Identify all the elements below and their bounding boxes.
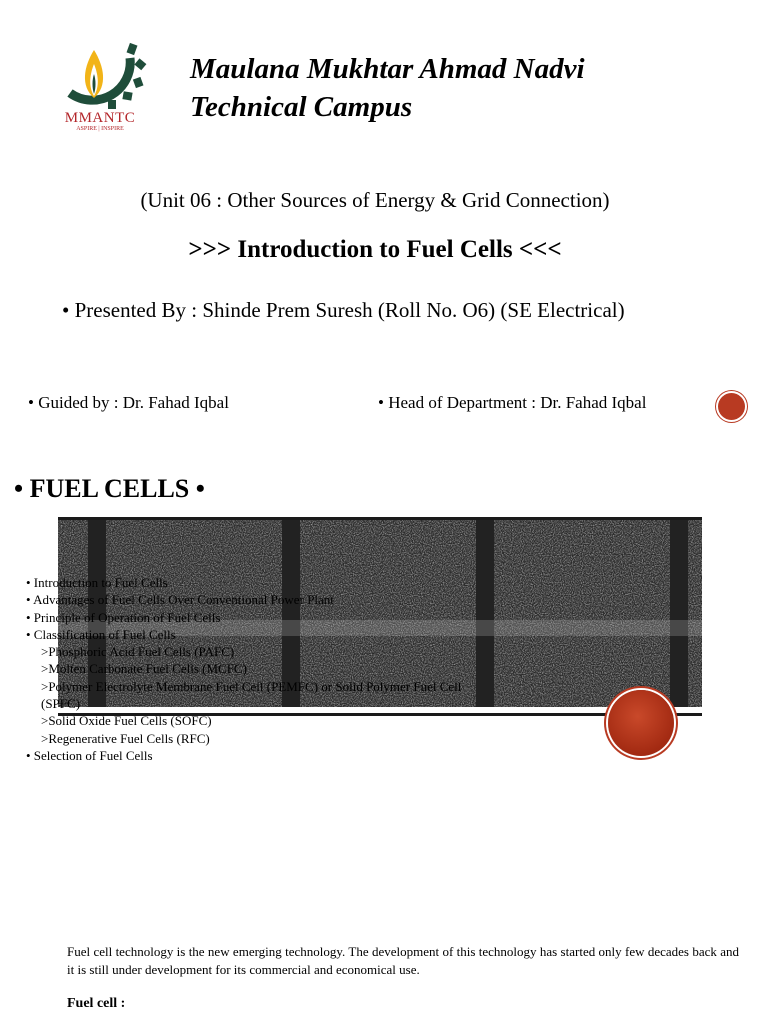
- toc-subitem: (SPFC): [41, 696, 81, 712]
- college-name: [190, 50, 710, 126]
- toc-subitem: >Solid Oxide Fuel Cells (SOFC): [41, 713, 212, 729]
- logo-tagline: ASPIRE | INSPIRE: [76, 126, 124, 132]
- toc-item: • Advantages of Fuel Cells Over Conventional Power Plant: [26, 592, 334, 608]
- body-paragraph: Fuel cell technology is the new emerging technology. The development of this technology has started only few decades back and it is still under development for its commercial and economical use.: [67, 944, 739, 977]
- toc-item: • Principle of Operation of Fuel Cells: [26, 609, 221, 625]
- toc-subitem: >Molten Carbonate Fuel Cells (MCFC): [41, 661, 247, 677]
- section-heading: • FUEL CELLS •: [14, 474, 205, 503]
- toc-item: • Classification of Fuel Cells: [26, 626, 176, 642]
- decorative-circle-large: [608, 690, 674, 756]
- toc-item: • Introduction to Fuel Cells: [26, 575, 168, 590]
- toc-subitem: >Polymer Electrolyte Membrane Fuel Cell (PEMFC) or Solid Polymer Fuel Cell: [41, 678, 462, 694]
- toc-subitem: >Regenerative Fuel Cells (RFC): [41, 730, 210, 746]
- presenter-line: • Presented By : Shinde Prem Suresh (Roll No. O6) (SE Electrical): [62, 298, 625, 322]
- college-name-line2: Technical Campus: [190, 91, 413, 123]
- unit-line: (Unit 06 : Other Sources of Energy & Grid Connection): [140, 188, 610, 212]
- logo-text: MMANTC: [64, 110, 136, 126]
- intro-title: >>> Introduction to Fuel Cells <<<: [188, 236, 562, 263]
- decorative-circle-small: [718, 393, 745, 420]
- hod-line: • Head of Department : Dr. Fahad Iqbal: [378, 393, 647, 412]
- college-name-line1: Maulana Mukhtar Ahmad Nadvi: [190, 53, 585, 85]
- toc-item: • Selection of Fuel Cells: [26, 747, 153, 763]
- fuel-cell-label: Fuel cell :: [67, 996, 126, 1011]
- table-of-contents: [26, 574, 526, 764]
- guide-line: • Guided by : Dr. Fahad Iqbal: [28, 393, 229, 412]
- toc-subitem: >Phosphoric Acid Fuel Cells (PAFC): [41, 644, 235, 660]
